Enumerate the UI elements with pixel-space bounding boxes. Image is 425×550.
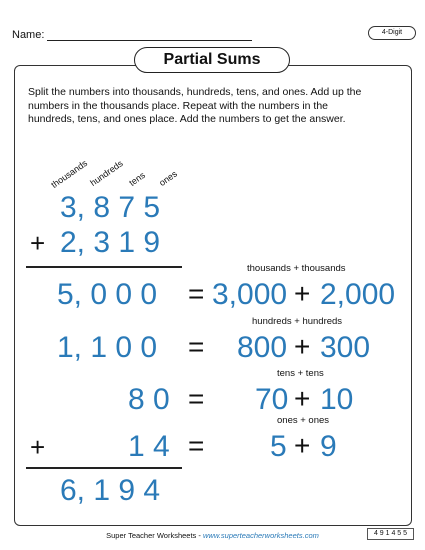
column-label-thousands: thousands <box>49 157 90 190</box>
equals-sign: = <box>188 331 205 362</box>
label-hundreds: hundreds + hundreds <box>252 316 343 327</box>
label-thousands: thousands + thousands <box>247 263 346 274</box>
instructions-text: Split the numbers into thousands, hundreds, tens, and ones. Add up the numbers in the thousands place. Repeat with the numbers in the hundreds, tens, and ones place. Add the numbers to get the answer. <box>28 86 362 125</box>
column-label-ones: ones <box>157 168 179 188</box>
plus-operator: + <box>294 383 311 414</box>
column-label-hundreds: hundreds <box>88 158 125 188</box>
sum-line-bottom <box>26 467 182 469</box>
partial-sum-tens: 8 0 <box>128 383 170 416</box>
addend-1: 3, 8 7 5 <box>60 191 161 224</box>
footer-brand: Super Teacher Worksheets - <box>106 531 203 540</box>
equals-sign: = <box>188 383 205 414</box>
expansion-right: 9 <box>320 430 337 463</box>
level-badge: 4-Digit <box>368 26 416 40</box>
name-label: Name: <box>12 29 45 41</box>
name-line[interactable] <box>47 40 252 41</box>
plus-operator: + <box>294 278 311 309</box>
expansion-left: 3,000 <box>212 278 288 311</box>
label-tens: tens + tens <box>277 368 324 379</box>
partial-sum-ones: 1 4 <box>128 430 170 463</box>
expansion-right: 300 <box>320 331 371 364</box>
expansion-left: 800 <box>237 331 288 364</box>
footer <box>0 531 425 540</box>
plus-operator: + <box>294 331 311 362</box>
expansion-left: 70 <box>255 383 289 416</box>
expansion-right: 2,000 <box>320 278 396 311</box>
partial-sum-hundreds: 1, 1 0 0 <box>57 331 158 364</box>
addend-2: 2, 3 1 9 <box>60 226 161 259</box>
expansion-right: 10 <box>320 383 354 416</box>
final-answer: 6, 1 9 4 <box>60 474 161 507</box>
label-ones: ones + ones <box>277 415 330 426</box>
partial-sum-thousands: 5, 0 0 0 <box>57 278 158 311</box>
expansion-left: 5 <box>270 430 287 463</box>
plus-sign: + <box>30 228 46 258</box>
page-title: Partial Sums <box>134 47 290 73</box>
plus-operator: + <box>294 430 311 461</box>
worksheet-code: 4 9 1 4 5 5 <box>367 528 414 540</box>
plus-sign: + <box>30 432 46 462</box>
equals-sign: = <box>188 430 205 461</box>
equals-sign: = <box>188 278 205 309</box>
footer-url[interactable]: www.superteacherworksheets.com <box>202 531 319 540</box>
column-label-tens: tens <box>127 170 147 188</box>
sum-line-top <box>26 266 182 268</box>
